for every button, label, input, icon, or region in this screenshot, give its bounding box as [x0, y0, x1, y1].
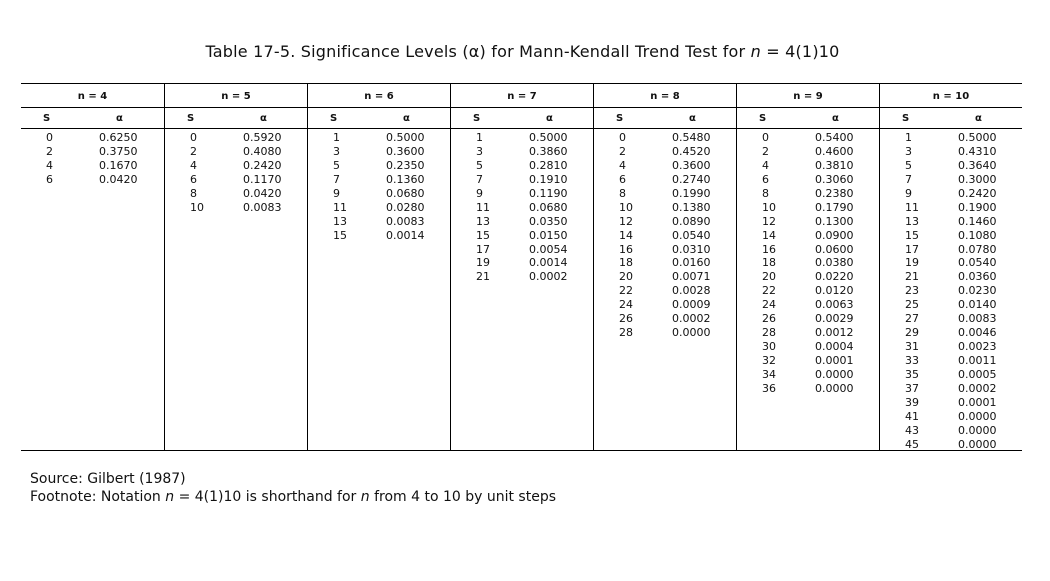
table-column: [879, 84, 1022, 450]
alpha-value: 0.3860: [529, 144, 568, 158]
alpha-value: 0.2740: [672, 172, 711, 186]
s-value: 33: [905, 354, 919, 367]
alpha-values: [529, 131, 568, 284]
alpha-value: 0.6250: [99, 131, 138, 144]
s-value: 23: [905, 284, 919, 298]
s-value: 1: [476, 131, 483, 144]
s-value: 45: [905, 437, 919, 451]
s-value: 16: [762, 242, 776, 256]
s-value: 14: [762, 228, 776, 242]
s-value: 21: [476, 270, 490, 284]
table-column: [450, 84, 593, 450]
alpha-value: 0.0002: [958, 381, 997, 395]
alpha-value: 0.0540: [958, 256, 997, 270]
s-value: 13: [333, 214, 347, 228]
s-header: S: [902, 113, 910, 124]
alpha-value: 0.0004: [815, 340, 854, 354]
s-header: S: [330, 113, 338, 124]
s-value: 10: [762, 200, 776, 214]
alpha-value: 0.1080: [958, 228, 997, 242]
s-value: 4: [46, 158, 53, 172]
s-value: 2: [190, 144, 197, 158]
s-value: 18: [762, 256, 776, 270]
subheader-rule: [21, 128, 164, 129]
alpha-value: 0.0420: [243, 186, 282, 200]
s-value: 6: [46, 172, 53, 186]
header-rule: [165, 107, 307, 108]
subheader-rule: [880, 128, 1022, 129]
s-value: 2: [762, 144, 769, 158]
s-value: 5: [476, 158, 483, 172]
s-value: 11: [476, 200, 490, 214]
s-value: 22: [619, 284, 633, 298]
source-note: Source: Gilbert (1987): [30, 471, 186, 487]
alpha-value: 0.1170: [243, 172, 282, 186]
alpha-value: 0.0000: [815, 367, 854, 381]
s-values: [762, 131, 776, 396]
s-value: 19: [476, 256, 490, 270]
alpha-value: 0.0014: [386, 228, 425, 242]
alpha-header: α: [546, 113, 553, 124]
alpha-value: 0.3810: [815, 158, 854, 172]
alpha-value: 0.1190: [529, 186, 568, 200]
s-value: 36: [762, 381, 776, 395]
alpha-value: 0.1460: [958, 214, 997, 228]
s-value: 0: [619, 131, 626, 144]
column-header: n = 8: [650, 91, 680, 102]
s-value: 26: [762, 312, 776, 326]
alpha-value: 0.0023: [958, 340, 997, 354]
alpha-value: 0.0029: [815, 312, 854, 326]
alpha-value: 0.5480: [672, 131, 711, 144]
s-value: 32: [762, 354, 776, 367]
alpha-value: 0.5400: [815, 131, 854, 144]
alpha-value: 0.0002: [672, 312, 711, 326]
alpha-value: 0.0540: [672, 228, 711, 242]
column-header: n = 4: [77, 91, 108, 102]
s-value: 6: [762, 172, 769, 186]
alpha-values: [672, 131, 711, 340]
column-header: n = 7: [507, 91, 537, 102]
s-value: 6: [190, 172, 197, 186]
s-value: 41: [905, 409, 919, 423]
footnote: [30, 489, 556, 505]
alpha-value: 0.0350: [529, 214, 568, 228]
alpha-value: 0.3600: [386, 144, 425, 158]
alpha-value: 0.0083: [958, 312, 997, 326]
alpha-value: 0.0360: [958, 270, 997, 284]
alpha-value: 0.2380: [815, 186, 854, 200]
alpha-values: [386, 131, 425, 243]
alpha-value: 0.0280: [386, 200, 425, 214]
alpha-value: 0.3600: [672, 158, 711, 172]
s-value: 4: [190, 158, 197, 172]
alpha-header: α: [832, 113, 839, 124]
s-value: 34: [762, 367, 776, 381]
s-value: 11: [905, 200, 919, 214]
alpha-value: 0.0005: [958, 367, 997, 381]
s-value: 20: [619, 270, 633, 284]
s-value: 9: [476, 186, 483, 200]
s-value: 26: [619, 312, 633, 326]
s-value: 11: [333, 200, 347, 214]
s-value: 27: [905, 312, 919, 326]
title-prefix: Table 17-5. Significance Levels (α) for Mann-Kendall Trend Test for: [205, 42, 751, 61]
s-values: [190, 131, 204, 215]
alpha-value: 0.2350: [386, 158, 425, 172]
alpha-value: 0.0054: [529, 242, 568, 256]
s-value: 4: [619, 158, 626, 172]
subheader-rule: [451, 128, 593, 129]
alpha-value: 0.0120: [815, 284, 854, 298]
s-value: 2: [619, 144, 626, 158]
alpha-value: 0.2810: [529, 158, 568, 172]
column-header: n = 9: [793, 91, 823, 102]
header-rule: [594, 107, 736, 108]
alpha-value: 0.0310: [672, 242, 711, 256]
s-value: 10: [619, 200, 633, 214]
alpha-value: 0.0009: [672, 298, 711, 312]
table-column: [21, 84, 164, 450]
s-value: 2: [46, 144, 53, 158]
s-value: 29: [905, 326, 919, 340]
alpha-value: 0.0380: [815, 256, 854, 270]
s-value: 12: [619, 214, 633, 228]
alpha-value: 0.0140: [958, 298, 997, 312]
alpha-value: 0.3750: [99, 144, 138, 158]
alpha-value: 0.5000: [529, 131, 568, 144]
s-header: S: [616, 113, 624, 124]
s-value: 22: [762, 284, 776, 298]
alpha-header: α: [975, 113, 982, 124]
alpha-value: 0.0220: [815, 270, 854, 284]
alpha-value: 0.2420: [958, 186, 997, 200]
s-header: S: [759, 113, 767, 124]
alpha-value: 0.4600: [815, 144, 854, 158]
alpha-value: 0.1990: [672, 186, 711, 200]
column-header: n = 5: [221, 91, 251, 102]
s-value: 28: [619, 326, 633, 340]
s-value: 24: [762, 298, 776, 312]
s-value: 5: [905, 158, 912, 172]
s-value: 20: [762, 270, 776, 284]
s-value: 0: [46, 131, 53, 144]
s-value: 8: [619, 186, 626, 200]
s-values: [476, 131, 490, 284]
subheader-rule: [737, 128, 879, 129]
s-value: 10: [190, 200, 204, 214]
s-value: 6: [619, 172, 626, 186]
s-value: 24: [619, 298, 633, 312]
alpha-value: 0.1910: [529, 172, 568, 186]
alpha-value: 0.1670: [99, 158, 138, 172]
s-value: 1: [905, 131, 912, 144]
s-value: 9: [905, 186, 912, 200]
header-rule: [21, 107, 164, 108]
alpha-value: 0.0000: [672, 326, 711, 340]
alpha-value: 0.3640: [958, 158, 997, 172]
alpha-value: 0.5920: [243, 131, 282, 144]
s-value: 19: [905, 256, 919, 270]
alpha-value: 0.0083: [386, 214, 425, 228]
alpha-value: 0.0063: [815, 298, 854, 312]
alpha-value: 0.0000: [958, 437, 997, 451]
column-header: n = 6: [364, 91, 394, 102]
footnote-prefix: Footnote: Notation: [30, 489, 166, 505]
subheader-rule: [594, 128, 736, 129]
alpha-value: 0.0001: [815, 354, 854, 367]
alpha-values: [243, 131, 282, 215]
s-value: 35: [905, 367, 919, 381]
alpha-value: 0.0680: [386, 186, 425, 200]
alpha-value: 0.0000: [815, 381, 854, 395]
s-value: 17: [905, 242, 919, 256]
s-value: 12: [762, 214, 776, 228]
s-value: 37: [905, 381, 919, 395]
alpha-header: α: [689, 113, 696, 124]
footnote-n2: n: [360, 489, 370, 505]
s-value: 25: [905, 298, 919, 312]
s-value: 39: [905, 395, 919, 409]
alpha-value: 0.0780: [958, 242, 997, 256]
alpha-value: 0.1380: [672, 200, 711, 214]
s-value: 13: [905, 214, 919, 228]
alpha-value: 0.0160: [672, 256, 711, 270]
column-header: n = 10: [932, 91, 970, 102]
s-values: [46, 131, 53, 187]
alpha-value: 0.3000: [958, 172, 997, 186]
alpha-value: 0.4310: [958, 144, 997, 158]
s-value: 18: [619, 256, 633, 270]
alpha-value: 0.0000: [958, 423, 997, 437]
s-value: 4: [762, 158, 769, 172]
s-header: S: [187, 113, 195, 124]
s-value: 9: [333, 186, 340, 200]
s-value: 8: [190, 186, 197, 200]
alpha-value: 0.0046: [958, 326, 997, 340]
s-value: 28: [762, 326, 776, 340]
header-rule: [737, 107, 879, 108]
alpha-value: 0.5000: [958, 131, 997, 144]
s-header: S: [473, 113, 481, 124]
alpha-value: 0.4080: [243, 144, 282, 158]
subheader-rule: [308, 128, 450, 129]
alpha-value: 0.0011: [958, 354, 997, 367]
s-value: 15: [476, 228, 490, 242]
alpha-header: α: [116, 113, 123, 124]
s-header: S: [43, 113, 51, 124]
s-value: 43: [905, 423, 919, 437]
footnote-n1: n: [165, 489, 175, 505]
s-value: 0: [762, 131, 769, 144]
alpha-value: 0.0002: [529, 270, 568, 284]
table-column: [736, 84, 879, 450]
alpha-values: [99, 131, 138, 187]
s-value: 15: [333, 228, 347, 242]
alpha-value: 0.0150: [529, 228, 568, 242]
significance-table: [21, 83, 1022, 451]
alpha-value: 0.0900: [815, 228, 854, 242]
s-value: 30: [762, 340, 776, 354]
s-value: 31: [905, 340, 919, 354]
alpha-value: 0.1900: [958, 200, 997, 214]
alpha-value: 0.0001: [958, 395, 997, 409]
footnote-suffix: from 4 to 10 by unit steps: [369, 489, 557, 505]
alpha-value: 0.0600: [815, 242, 854, 256]
alpha-value: 0.3060: [815, 172, 854, 186]
alpha-header: α: [260, 113, 267, 124]
title-n: n: [750, 42, 761, 61]
header-rule: [308, 107, 450, 108]
s-value: 7: [333, 172, 340, 186]
s-value: 5: [333, 158, 340, 172]
alpha-value: 0.0083: [243, 200, 282, 214]
s-value: 7: [476, 172, 483, 186]
subheader-rule: [165, 128, 307, 129]
s-value: 3: [333, 144, 340, 158]
s-value: 17: [476, 242, 490, 256]
alpha-value: 0.2420: [243, 158, 282, 172]
alpha-value: 0.1300: [815, 214, 854, 228]
alpha-value: 0.0014: [529, 256, 568, 270]
alpha-value: 0.0000: [958, 409, 997, 423]
footnote-mid: = 4(1)10 is shorthand for: [174, 489, 361, 505]
s-value: 7: [905, 172, 912, 186]
table-column: [593, 84, 736, 450]
header-rule: [451, 107, 593, 108]
alpha-value: 0.0890: [672, 214, 711, 228]
alpha-value: 0.5000: [386, 131, 425, 144]
s-value: 21: [905, 270, 919, 284]
s-values: [619, 131, 633, 340]
table-title: [0, 42, 1045, 61]
alpha-values: [958, 131, 997, 452]
alpha-value: 0.1360: [386, 172, 425, 186]
s-value: 3: [476, 144, 483, 158]
s-values: [333, 131, 347, 243]
s-value: 3: [905, 144, 912, 158]
alpha-value: 0.0071: [672, 270, 711, 284]
alpha-value: 0.0028: [672, 284, 711, 298]
s-value: 0: [190, 131, 197, 144]
alpha-value: 0.0680: [529, 200, 568, 214]
table-column: [164, 84, 307, 450]
alpha-value: 0.0230: [958, 284, 997, 298]
s-value: 15: [905, 228, 919, 242]
s-value: 8: [762, 186, 769, 200]
alpha-values: [815, 131, 854, 396]
alpha-value: 0.0012: [815, 326, 854, 340]
title-suffix: = 4(1)10: [760, 42, 840, 61]
s-value: 16: [619, 242, 633, 256]
header-rule: [880, 107, 1022, 108]
s-value: 1: [333, 131, 340, 144]
alpha-header: α: [403, 113, 410, 124]
alpha-value: 0.4520: [672, 144, 711, 158]
s-value: 14: [619, 228, 633, 242]
alpha-value: 0.0420: [99, 172, 138, 186]
s-value: 13: [476, 214, 490, 228]
table-column: [307, 84, 450, 450]
s-values: [905, 131, 919, 452]
alpha-value: 0.1790: [815, 200, 854, 214]
